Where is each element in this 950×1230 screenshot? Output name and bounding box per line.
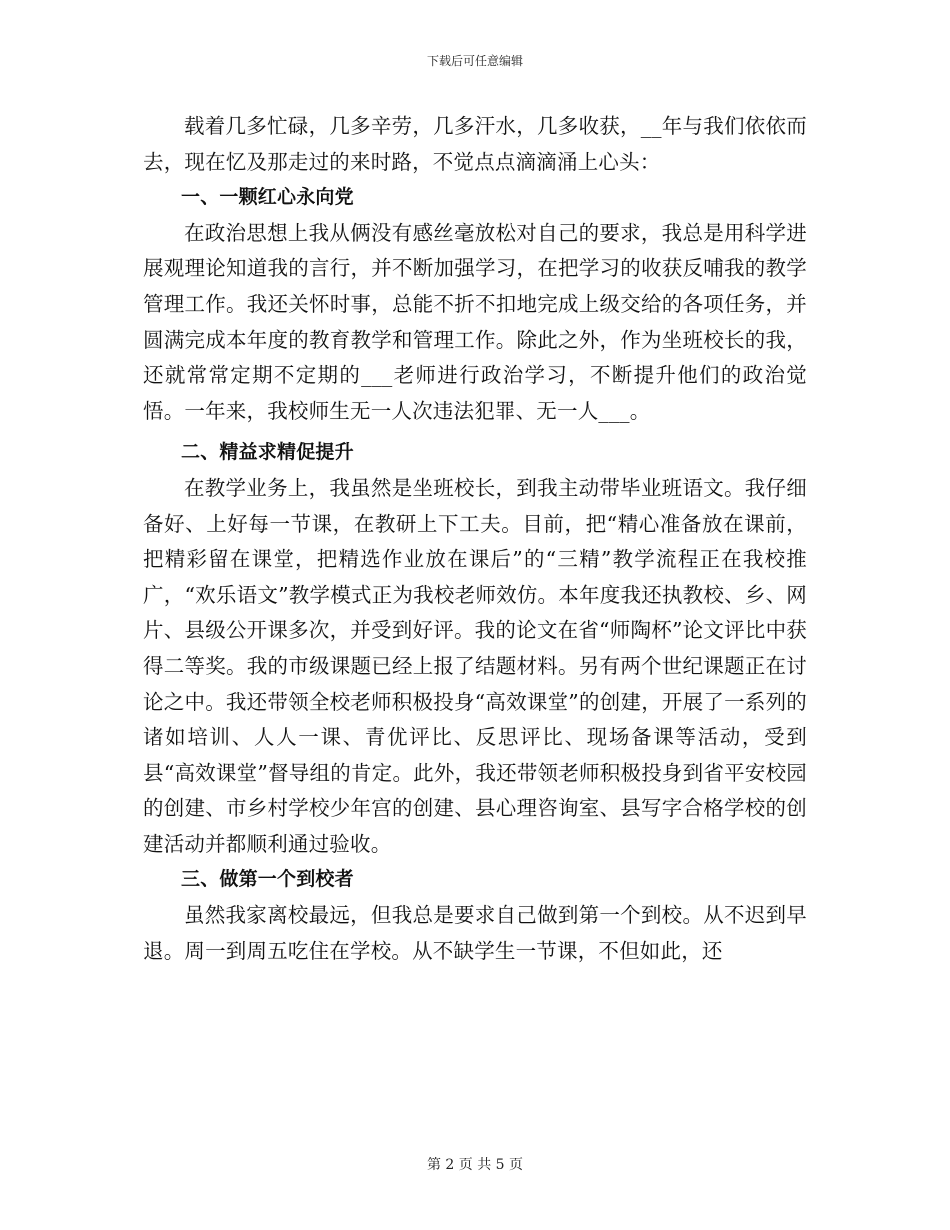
section-2-paragraph: 在教学业务上，我虽然是坐班校长，到我主动带毕业班语文。我仔细备好、上好每一节课，在教研上下工夫。目前，把“精心准备放在课前，把精彩留在课堂，把精选作业放在课后”的“三精”教学流程正在我校推广，“欢乐语文”教学模式正为我校老师效仿。本年度我还执教校、乡、网片、县级公开课多次，并受到好评。我的论文在省“师陶杯”论文评比中获得二等奖。我的市级课题已经上报了结题材料。另有两个世纪课题正在讨论之中。我还带领全校老师积极投身“高效课堂”的创建，开展了一系列的诸如培训、人人一课、青优评比、反思评比、现场备课等活动，受到县“高效课堂”督导组的肯定。此外，我还带领老师积极投身到省平安校园的创建、市乡村学校少年宫的创建、县心理咨询室、县写字合格学校的创建活动并都顺利通过验收。 [143,475,807,856]
page-number: 第 2 页 共 5 页 [426,1157,524,1173]
document-body [143,109,807,969]
section-3-paragraph: 虽然我家离校最远，但我总是要求自己做到第一个到校。从不迟到早退。周一到周五吃住在学校。从不缺学生一节课，不但如此，还 [143,903,807,963]
intro-paragraph: 载着几多忙碌，几多辛劳，几多汗水，几多收获，__年与我们依依而去，现在忆及那走过的来时路，不觉点点滴滴涌上心头： [143,114,807,174]
section-1-paragraph: 在政治思想上我从俩没有感丝毫放松对自己的要求，我总是用科学进展观理论知道我的言行，并不断加强学习，在把学习的收获反哺我的教学管理工作。我还关怀时事，总能不折不扣地完成上级交给的各项任务，并圆满完成本年度的教育教学和管理工作。除此之外，作为坐班校长的我，还就常常定期不定期的___老师进行政治学习，不断提升他们的政治觉悟。一年来，我校师生无一人次违法犯罪、无一人___。 [143,220,807,423]
section-heading-1: 一、一颗红心永向党 [181,186,354,209]
section-heading-3: 三、做第一个到校者 [181,868,354,891]
section-heading-2: 二、精益求精促提升 [181,441,354,464]
page-header-note: 下载后可任意编辑 [426,54,523,68]
